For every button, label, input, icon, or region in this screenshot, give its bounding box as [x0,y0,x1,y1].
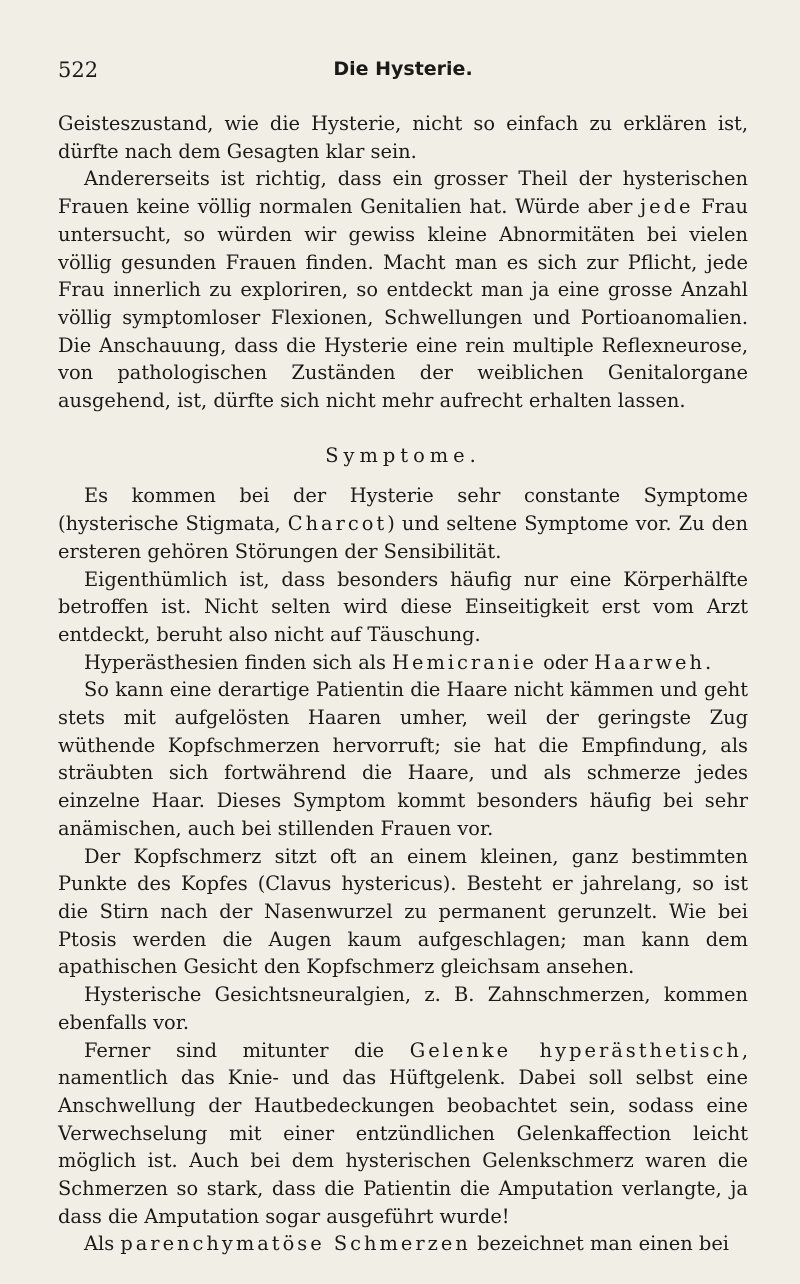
paragraph: Als parenchymatöse Schmerzen bezeichnet man einen bei [84,1232,729,1256]
paragraph: Hysterische Gesichtsneuralgien, z. B. Zahnschmerzen, kommen ebenfalls vor. [58,983,748,1034]
paragraph: So kann eine derartige Patientin die Haare nicht kämmen und geht stets mit aufgelösten Haaren umher, weil der geringste Zug wüthende Kopfschmerzen hervorruft; sie hat die Empfindung, als sträubten sich fortwährend die Haare, und als schmerze jedes einzelne Haar. Dieses Symptom kommt besonders häufig bei sehr anämischen, auch bei stillenden Frauen vor. [58,678,748,840]
running-title: Die Hysterie. [333,58,473,80]
paragraph: Es kommen bei der Hysterie sehr constante Symptome (hysterische Stigmata, Charcot) und seltene Symptome vor. Zu den ersteren gehören Störungen der Sensibilität. [58,484,748,563]
paragraph: Der Kopfschmerz sitzt oft an einem kleinen, ganz bestimmten Punkte des Kopfes (Clavus hystericus). Besteht er jahrelang, so ist die Stirn nach der Nasenwurzel zu permanent gerunzelt. Wie bei Ptosis werden die Augen kaum aufgeschlagen; man kann dem apathischen Gesicht den Kopfschmerz gleichsam ansehen. [58,844,748,979]
paragraph: Geisteszustand, wie die Hysterie, nicht so einfach zu erklären ist, dürfte nach dem Gesagten klar sein. [58,112,748,163]
emphasis: parenchymatöse Schmerzen [120,1232,471,1256]
emphasis: Haarweh [594,650,705,674]
page-number: 522 [58,58,99,82]
emphasis: Gelenke hyperästhetisch [409,1038,742,1062]
emphasis: Hemicranie [392,650,537,674]
paragraph: Andererseits ist richtig, dass ein grosser Theil der hysterischen Frauen keine völlig normalen Genitalien hat. Würde aber jede Frau untersucht, so würden wir gewiss kleine Abnormitäten bei vielen völlig gesunden Frauen finden. Macht man es sich zur Pflicht, jede Frau innerlich zu exploriren, so entdeckt man ja eine grosse Anzahl völlig symptomloser Flexionen, Schwellungen und Portioanomalien. Die Anschauung, dass die Hysterie eine rein multiple Reflexneurose, von pathologischen Zuständen der weiblichen Genitalorgane ausgehend, ist, dürfte sich nicht mehr aufrecht erhalten lassen. [58,167,749,413]
body-text [58,110,748,1258]
paragraph: Ferner sind mitunter die Gelenke hyperästhetisch, namentlich das Knie- und das Hüftgelenk. Dabei soll selbst eine Anschwellung der Hautbedeckungen beobachtet sein, sodass eine Verwechselung mit einer entzündlichen Gelenkaffection leicht möglich ist. Auch bei dem hysterischen Gelenkschmerz waren die Schmerzen so stark, dass die Patientin die Amputation verlangte, ja dass die Amputation sogar ausgeführt wurde! [58,1038,748,1228]
page-header [58,58,748,88]
section-heading: Symptome. [325,443,481,467]
paragraph: Hyperästhesien finden sich als Hemicranie oder Haarweh. [84,650,712,674]
emphasis: jede [640,195,694,219]
emphasis: Charcot [287,512,388,536]
paragraph: Eigenthümlich ist, dass besonders häufig nur eine Körperhälfte betroffen ist. Nicht selten wird diese Einseitigkeit erst vom Arzt entdeckt, beruht also nicht auf Täuschung. [58,567,748,646]
